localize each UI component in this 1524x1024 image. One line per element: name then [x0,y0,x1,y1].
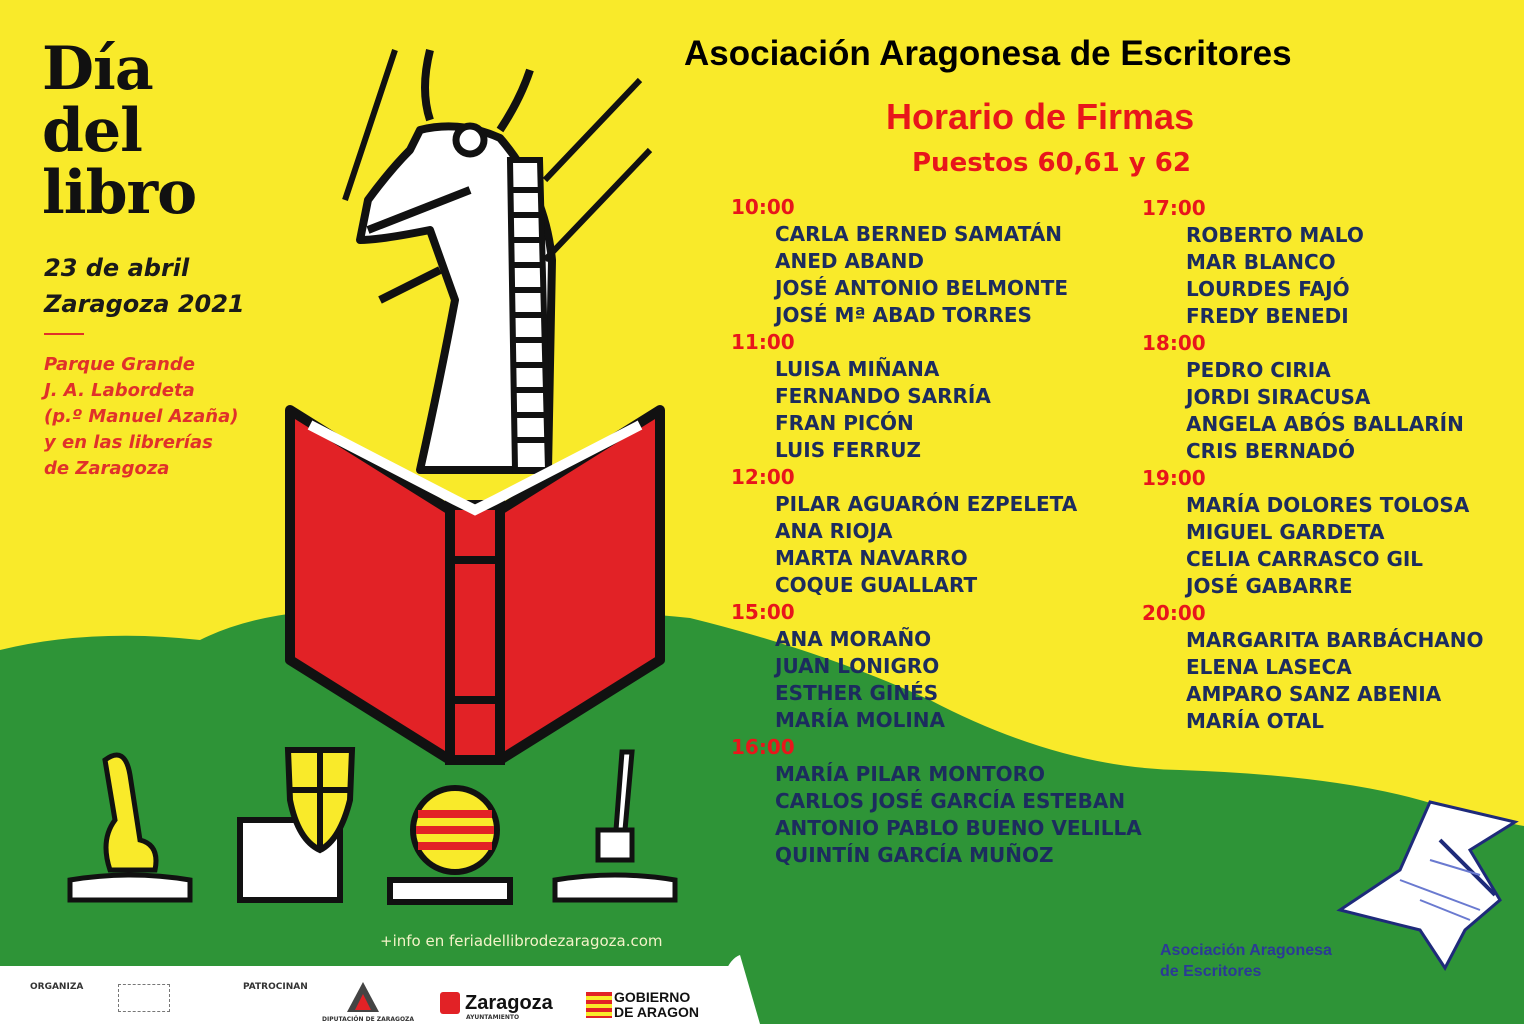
dragon-illustration [345,50,650,470]
divider [44,333,84,335]
author-name: LUISA MIÑANA [775,357,940,381]
author-name: FREDY BENEDI [1186,304,1349,328]
time-slot: 20:00 [1142,601,1206,625]
author-name: ANA MORAÑO [775,627,932,651]
schedule-left-column [731,194,1142,869]
author-name: CARLA BERNED SAMATÁN [775,222,1063,246]
diputacion-logo-icon [345,980,381,1014]
author-name: JORDI SIRACUSA [1186,385,1371,409]
author-name: JOSÉ GABARRE [1186,574,1353,598]
schedule-title: Horario de Firmas [886,96,1195,137]
stands-subtitle: Puestos 60,61 y 62 [912,148,1191,178]
author-name: FRAN PICÓN [775,411,914,435]
author-name: CELIA CARRASCO GIL [1186,547,1424,571]
schedule-right-column [1142,195,1484,735]
gobierno-logo [614,990,699,1020]
author-name: ANGELA ABÓS BALLARÍN [1186,412,1464,436]
time-slot: 19:00 [1142,466,1206,490]
association-signature [1160,940,1332,982]
time-slot: 12:00 [731,465,795,489]
author-name: CRIS BERNADÓ [1186,439,1356,463]
author-name: QUINTÍN GARCÍA MUÑOZ [775,843,1054,867]
zaragoza-lion-icon [440,992,460,1014]
author-name: FERNANDO SARRÍA [775,384,991,408]
author-name: LUIS FERRUZ [775,438,921,462]
aragon-flag-icon [586,992,612,1018]
author-name: MARÍA MOLINA [775,708,945,732]
venue-line: de Zaragoza [44,458,170,479]
info-link[interactable]: +info en feriadellibrodezaragoza.com [380,932,663,950]
author-name: JUAN LONIGRO [775,654,940,678]
time-slot: 17:00 [1142,196,1206,220]
poster-title-line: del [42,96,142,166]
gobierno-line: DE ARAGON [614,1004,700,1020]
poster-title-line: Día [42,34,153,104]
author-name: COQUE GUALLART [775,573,978,597]
author-name: JOSÉ ANTONIO BELMONTE [775,276,1069,300]
author-name: MIGUEL GARDETA [1186,520,1385,544]
poster-city-year: Zaragoza 2021 [44,290,245,318]
sponsor-footer [0,966,730,1024]
author-name: MARÍA PILAR MONTORO [775,762,1046,786]
organiza-label: ORGANIZA [30,982,84,992]
time-slot: 15:00 [731,600,795,624]
patrocinan-label: PATROCINAN [243,982,308,992]
author-name: MARÍA OTAL [1186,709,1324,733]
author-name: ROBERTO MALO [1186,223,1364,247]
venue-line: J. A. Labordeta [44,380,195,401]
signature-line: Asociación Aragonesa [1160,942,1332,959]
author-name: ANA RIOJA [775,519,893,543]
poster-date: 23 de abril [44,254,190,282]
author-name: AMPARO SANZ ABENIA [1186,682,1442,706]
diputacion-label: DIPUTACIÓN DE ZARAGOZA [322,1016,415,1023]
author-name: PEDRO CIRIA [1186,358,1331,382]
author-name: ANTONIO PABLO BUENO VELILLA [775,816,1142,840]
author-name: JOSÉ Mª ABAD TORRES [775,303,1032,327]
venue-line: (p.º Manuel Azaña) [44,406,239,427]
signature-line: de Escritores [1160,963,1262,980]
gobierno-line: GOBIERNO [614,989,691,1005]
author-name: LOURDES FAJÓ [1186,277,1350,301]
poster-title [42,34,197,228]
poster-venue [44,352,238,482]
author-name: CARLOS JOSÉ GARCÍA ESTEBAN [775,789,1126,813]
time-slot: 16:00 [731,735,795,759]
time-slot: 18:00 [1142,331,1206,355]
author-name: ESTHER GINÉS [775,681,939,705]
author-name: MARTA NAVARRO [775,546,968,570]
time-slot: 11:00 [731,330,795,354]
author-name: ELENA LASECA [1186,655,1352,679]
author-name: MARGARITA BARBÁCHANO [1186,628,1484,652]
author-name: MAR BLANCO [1186,250,1336,274]
author-name: ANED ABAND [775,249,924,273]
poster-title-line: libro [42,158,197,228]
organizer-logo [118,984,170,1012]
time-slot: 10:00 [731,195,795,219]
author-name: PILAR AGUARÓN EZPELETA [775,492,1078,516]
association-title: Asociación Aragonesa de Escritores [684,34,1292,73]
author-name: MARÍA DOLORES TOLOSA [1186,493,1470,517]
poster-date-block [44,250,245,322]
venue-line: Parque Grande [44,354,195,375]
zaragoza-sub: AYUNTAMIENTO [466,1014,520,1021]
zaragoza-logo: Zaragoza [465,992,553,1014]
venue-line: y en las librerías [44,432,213,453]
